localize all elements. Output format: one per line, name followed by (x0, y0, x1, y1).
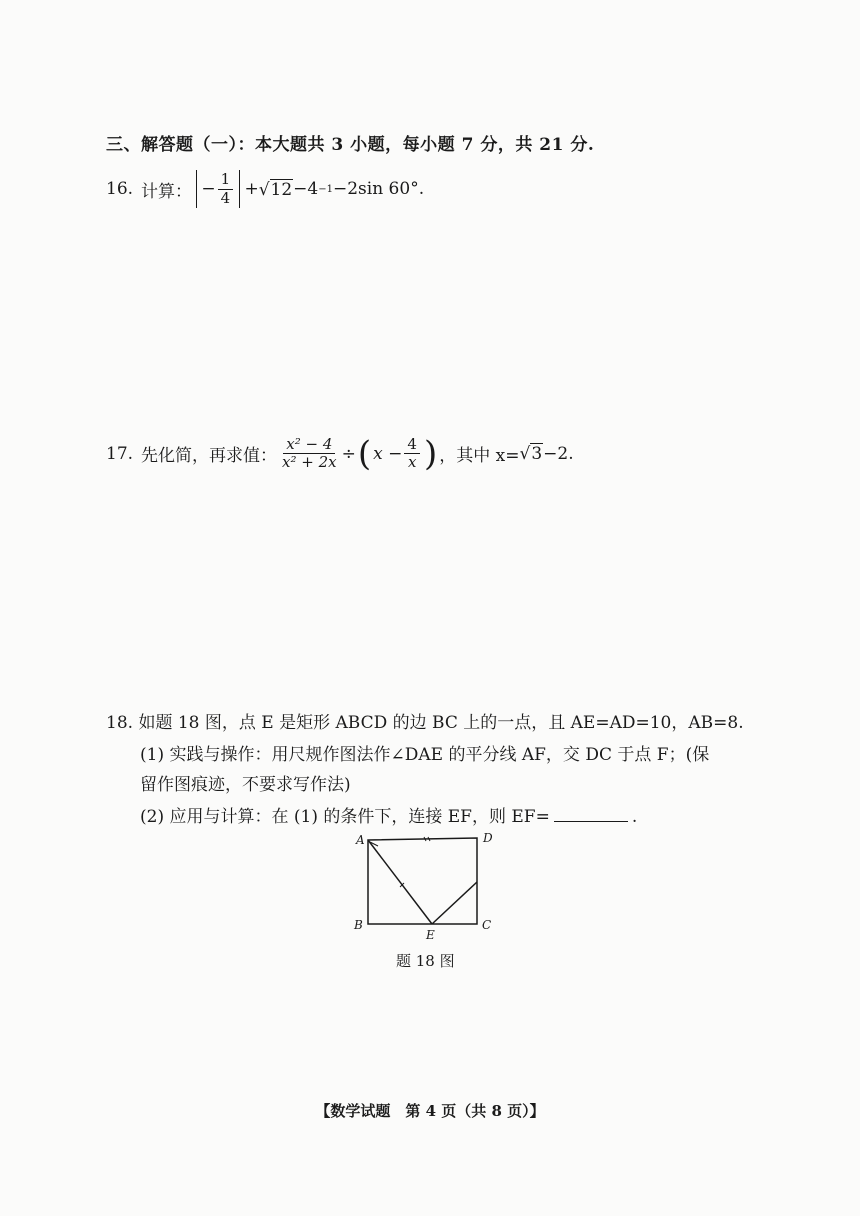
divide-sign: ÷ (341, 443, 356, 464)
expression-tail: −4 (293, 179, 319, 199)
exponent: −1 (318, 183, 333, 195)
sqrt-expression (259, 179, 293, 200)
plus-sign: + (244, 179, 259, 199)
question-18-part-2-text: (2) 应用与计算：在 (1) 的条件下，连接 EF，则 EF= (140, 807, 550, 827)
label-d: D (483, 831, 493, 845)
question-18-line-3: 留作图痕迹，不要求写作法) (140, 775, 351, 795)
fraction-inner (404, 436, 420, 472)
label-c: C (482, 918, 492, 932)
paren-left: ( (357, 433, 372, 474)
paren-expression: x − (373, 443, 403, 464)
sqrt-sign: √ (258, 179, 270, 200)
minus-sign: − (201, 179, 216, 199)
answer-blank[interactable] (554, 807, 628, 822)
figure-caption: 题 18 图 (396, 952, 455, 970)
sqrt-radicand: 12 (270, 179, 293, 200)
figure-18-diagram (340, 825, 510, 945)
page-footer: 【数学试题 第 4 页（共 8 页）】 (315, 1102, 545, 1120)
condition-end: −2. (543, 443, 574, 464)
label-b: B (354, 918, 363, 932)
fraction-main (279, 436, 340, 472)
fraction-numerator: 1 (218, 171, 234, 189)
fraction-denominator: x (407, 453, 417, 472)
question-17 (106, 433, 574, 474)
fraction-numerator: 4 (404, 436, 420, 454)
question-18-part-2-end: . (631, 807, 638, 827)
fraction-one-quarter (218, 171, 234, 207)
abs-bar-left (196, 170, 197, 208)
fraction-numerator: x² − 4 (283, 436, 335, 454)
fraction-denominator: 4 (220, 188, 231, 207)
sqrt-expression (519, 443, 543, 464)
section-heading: 三、解答题（一）：本大题共 3 小题，每小题 7 分，共 21 分. (106, 135, 595, 155)
question-16 (106, 170, 424, 208)
segment-ef (432, 882, 477, 924)
question-18-line-4 (140, 802, 637, 827)
label-e: E (426, 928, 435, 942)
paren-right: ) (423, 433, 438, 474)
expression-tail-2: −2sin 60°. (332, 179, 425, 199)
fraction-denominator: x² + 2x (282, 453, 337, 472)
label-a: A (356, 833, 365, 847)
sqrt-radicand: 3 (531, 444, 543, 465)
question-prefix: 计算： (141, 181, 193, 202)
condition-text: ，其中 x= (439, 446, 520, 467)
abs-bar-right (239, 170, 240, 208)
question-prefix: 先化简，再求值： (141, 446, 278, 467)
question-number: 16. (106, 179, 134, 199)
sqrt-sign: √ (519, 444, 531, 465)
question-number: 17. (106, 443, 134, 464)
segment-ae (368, 840, 432, 924)
question-18-line-2: (1) 实践与操作：用尺规作图法作∠DAE 的平分线 AF，交 DC 于点 F；(保 (140, 745, 710, 765)
question-18-line-1: 18. 如题 18 图，点 E 是矩形 ABCD 的边 BC 上的一点，且 AE=AD=10，AB=8. (106, 713, 744, 733)
